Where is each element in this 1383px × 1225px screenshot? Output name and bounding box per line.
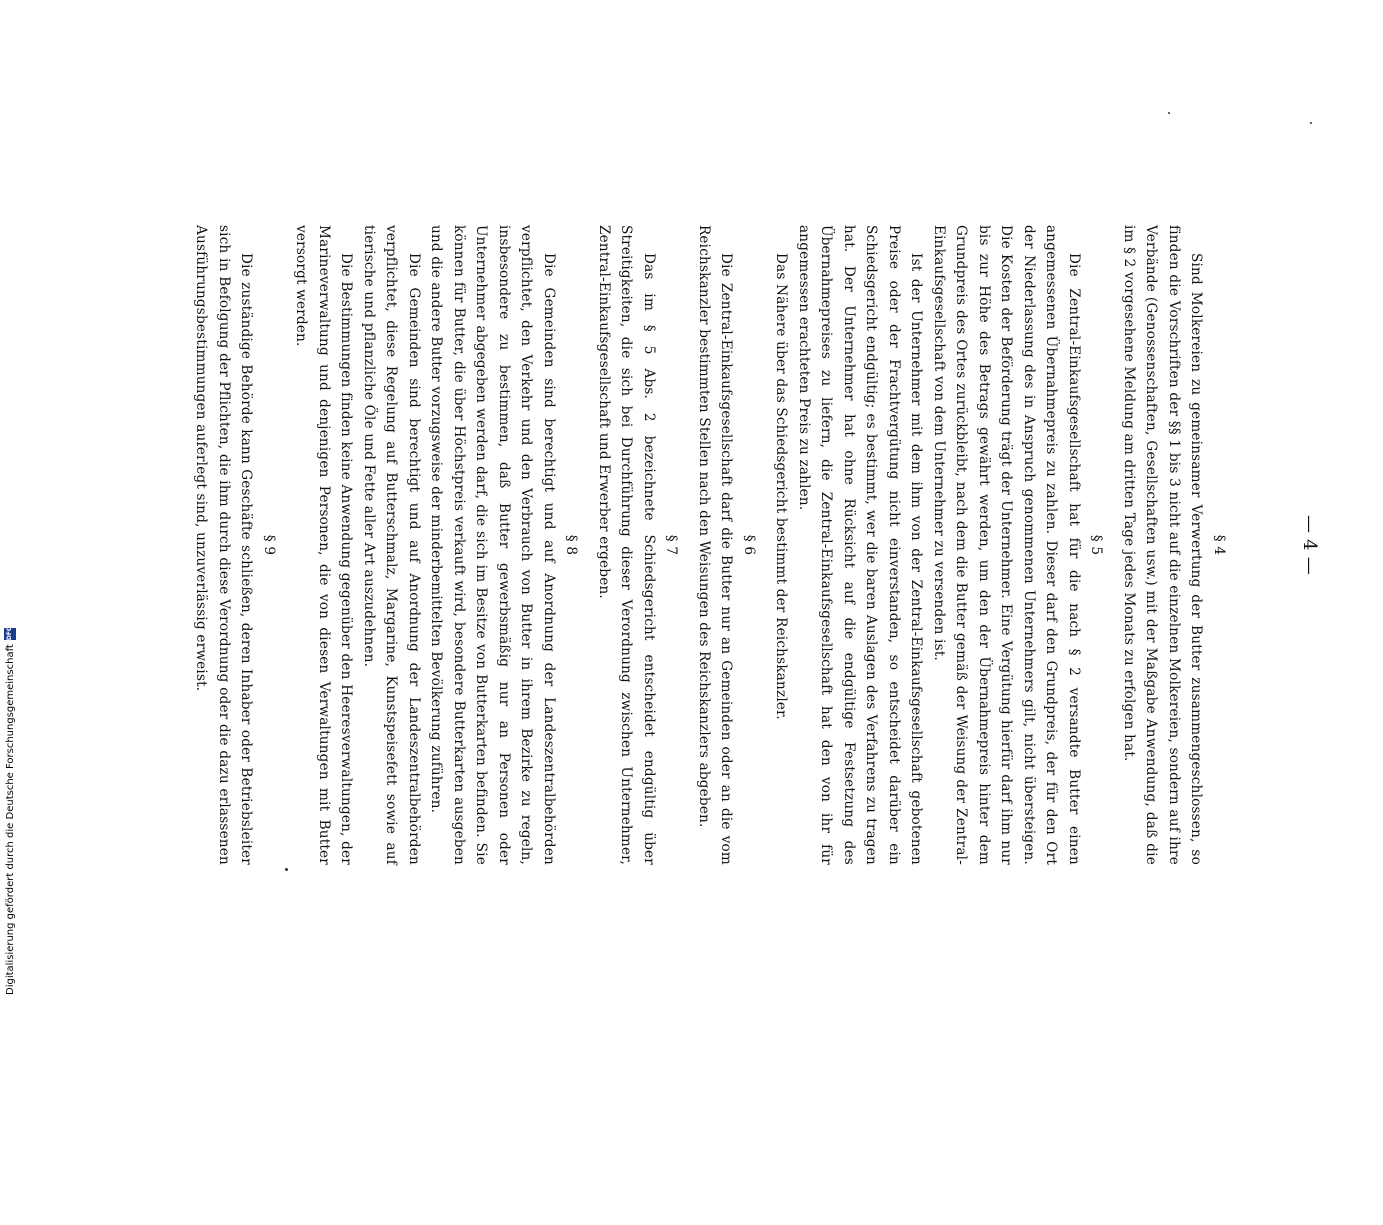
section-paragraph: Sind Molkereien zu gemeinsamer Verwertung der Butter zusammengeschlossen, so finden die Vorschriften der §§ 1 bis 3 nicht auf die einzelnen Molkereien, sondern auf ihre Verbände (Genossenschaften, Gesellschaften usw.) mit der Maßgabe Anwendung, daß die im § 2 vorgesehene Meldung am dritten Tage jedes Monats zu erfolgen hat.: [1121, 225, 1205, 865]
section-paragraph: Das im § 5 Abs. 2 bezeichnete Schiedsgericht entscheidet endgültig über Streitigkeiten, die sich bei Durchführung dieser Verordnung zwischen Unternehmer, Zentral-Einkaufsgesellschaft und Erwerber ergeben.: [596, 225, 657, 865]
section-heading: § 9: [261, 534, 277, 556]
digitization-credit-text: Digitalisierung gefördert durch die Deutsche Forschungsgemeinschaft: [4, 644, 16, 995]
section-paragraph: Die Zentral-Einkaufsgesellschaft hat für die nach § 2 versandte Butter einen angemessenen Übernahmepreis zu zahlen. Dieser darf den Grundpreis, der für den Ort der Niederlassung des in Anspruch genommenen Unternehmers gilt, nicht übersteigen. Die Kosten der Beförderung trägt der Unternehmer. Eine Vergütung hierfür darf ihm nur bis zur Höhe des Betrags gewährt werden, um den der Übernahmepreis hinter dem Grundpreis des Ortes zurückbleibt, nach dem die Butter gemäß der Weisung der Zentral-Einkaufsgesellschaft von dem Unternehmer zu versenden ist.: [931, 225, 1082, 865]
section-paragraph: Die Gemeinden sind berechtigt und auf Anordnung der Landeszentralbehörden verpflichtet, den Verkehr und den Verbrauch von Butter in ihrem Bezirke zu regeln, insbesondere zu bestimmen, daß Butter gewerbsmäßig nur an Personen oder Unternehmer abgegeben werden darf, die sich im Besitze von Butterkarten befinden. Sie können für Butter, die über Höchstpreis verkauft wird, besondere Butterkarten ausgeben und die andere Butter vorzugsweise der minderbemittelten Bevölkerung zuführen.: [428, 225, 557, 865]
page-number: — 4 —: [1299, 515, 1320, 575]
section-heading: § 4: [1211, 534, 1227, 556]
section-heading: § 6: [741, 534, 757, 556]
section-paragraph: Die Bestimmungen finden keine Anwendung gegenüber den Heeresverwaltungen, der Marineverwaltung und denjenigen Personen, die von diesen Verwaltungen mit Butter versorgt werden.: [293, 225, 355, 865]
section-paragraph: Die Gemeinden sind berechtigt und auf Anordnung der Landeszentralbehörden verpflichtet, diese Regelung auf Butterschmalz, Margarine, Kunstspeisefett sowie auf tierische und pflanzliche Öle und Fette aller Art auszudehnen.: [361, 225, 422, 865]
rotated-document-page: [190, 225, 1320, 1225]
document-body: [190, 225, 1320, 865]
scan-speck: [285, 868, 288, 871]
section-paragraph: Die zuständige Behörde kann Geschäfte schließen, deren Inhaber oder Betriebsleiter sich in Befolgung der Pflichten, die ihm durch diese Verordnung oder die dazu erlassenen Ausführungsbestimmungen auferlegt sind, unzuverlässig erweist.: [193, 225, 255, 865]
section-heading: § 7: [663, 534, 680, 556]
scan-speck: [1310, 122, 1312, 124]
section-heading: § 5: [1088, 534, 1105, 556]
section-paragraph: Die Zentral-Einkaufsgesellschaft darf die Butter nur an Gemeinden oder an die vom Reichskanzler bestimmten Stellen nach den Weisungen des Reichskanzlers abgeben.: [696, 225, 735, 865]
scan-speck: [1168, 112, 1170, 114]
section-paragraph: Ist der Unternehmer mit dem ihm von der Zentral-Einkaufsgesellschaft gebotenen Preise oder der Frachtvergütung nicht einverstanden, so entscheidet darüber ein Schiedsgericht endgültig; es bestimmt, wer die baren Auslagen des Verfahrens zu tragen hat. Der Unternehmer hat ohne Rücksicht auf die endgültige Festsetzung des Übernahmepreises zu liefern, die Zentral-Einkaufsgesellschaft hat den von ihr für angemessen erachteten Preis zu zahlen.: [796, 225, 925, 865]
digitization-credit: [4, 628, 16, 995]
section-paragraph: Das Nähere über das Schiedsgericht bestimmt der Reichskanzler.: [773, 253, 790, 720]
dfg-logo: DFG: [4, 628, 16, 640]
section-heading: § 8: [563, 534, 580, 556]
